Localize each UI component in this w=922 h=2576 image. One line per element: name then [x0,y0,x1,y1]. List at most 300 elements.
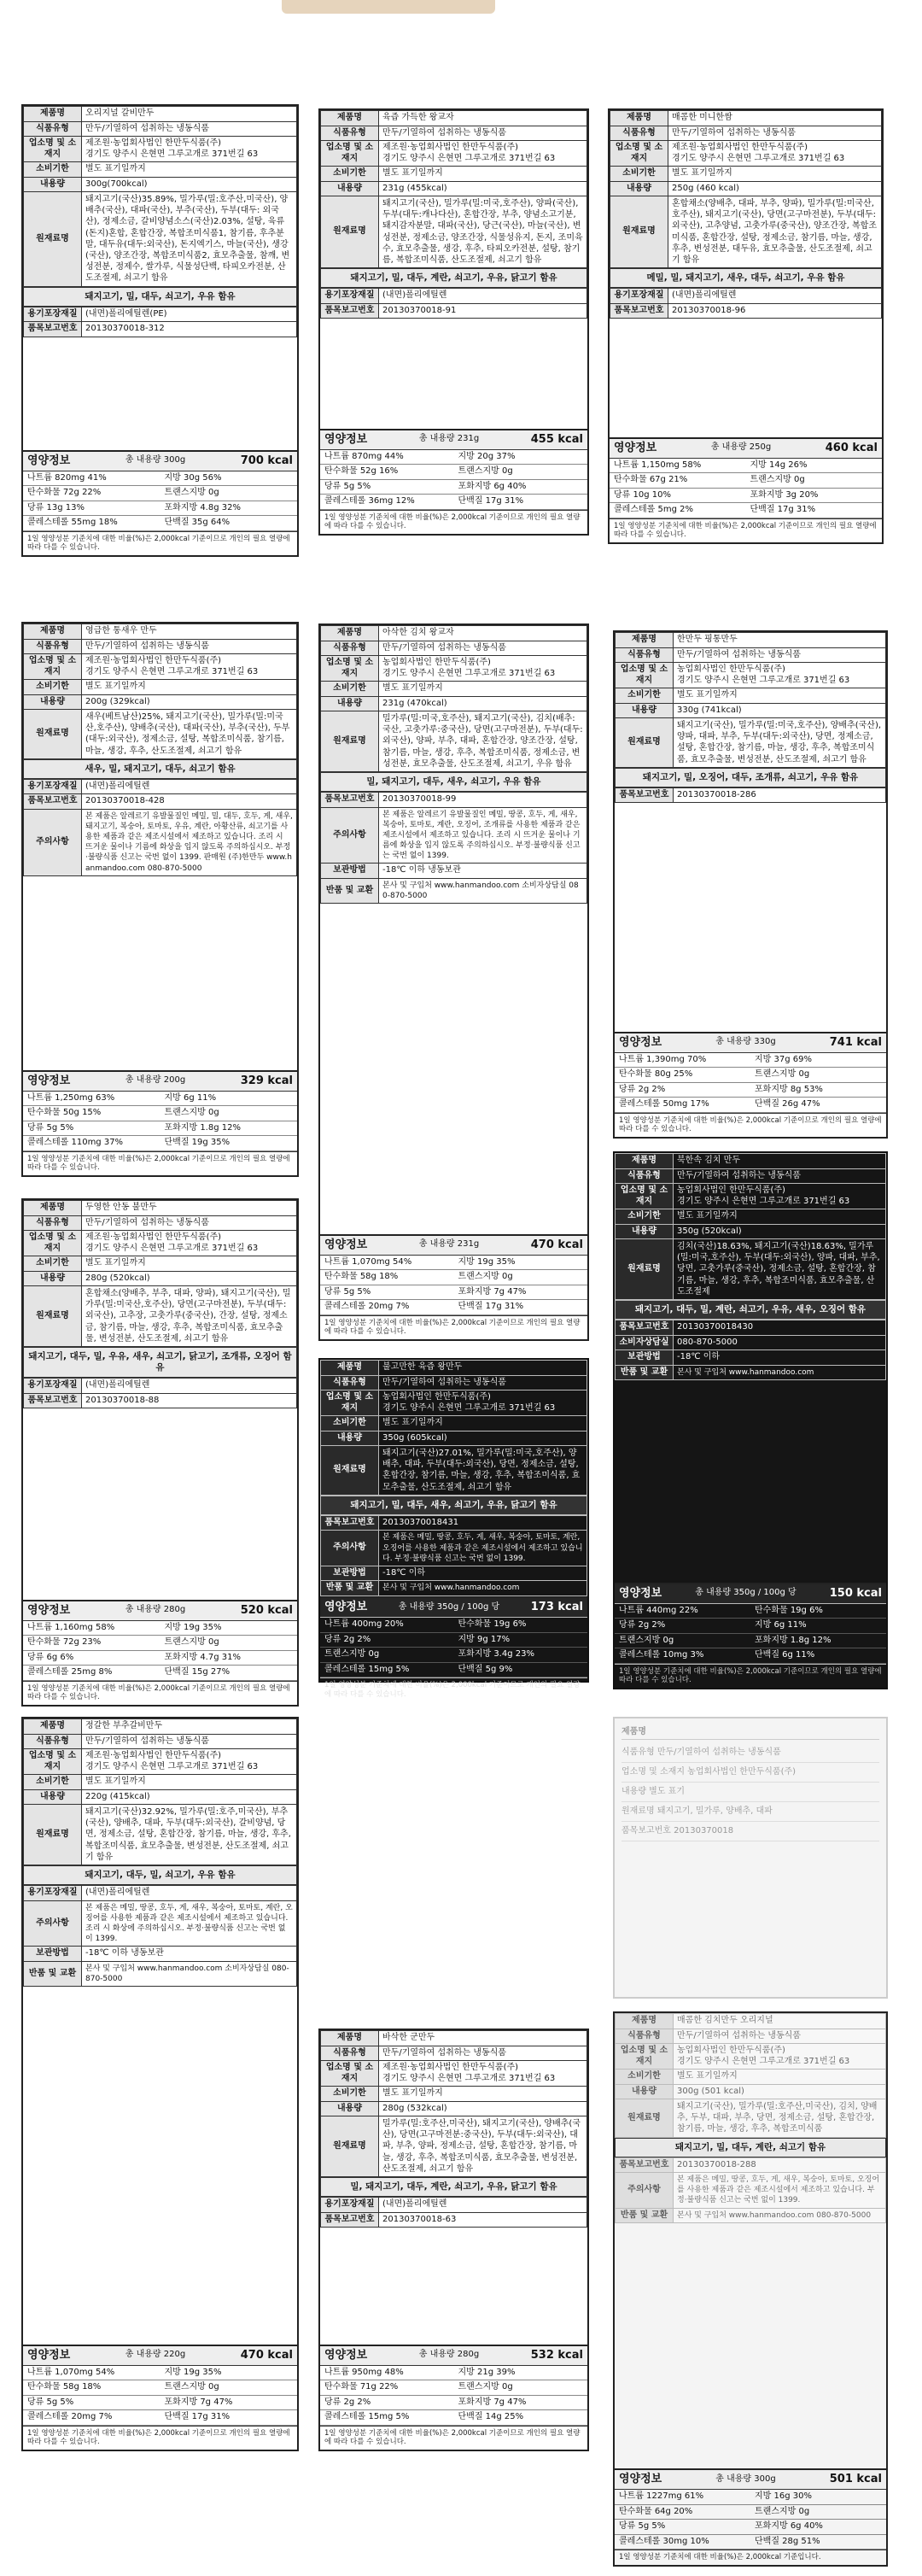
value-qty: 300g (501 kcal) [674,2084,886,2099]
nutrient-text: 지방 19g 35% [164,2367,222,2377]
row-maker [610,141,882,167]
calories: 173 kcal [530,1600,583,1613]
nutrition-header [23,2346,297,2366]
nutrient-cell [23,1636,160,1651]
maker-name: 제조원·농업회사법인 한만두식품(주) [672,143,808,152]
nutrient-cell [160,2396,298,2411]
value-maker [82,1231,297,1256]
key-pkg: 용기포장재질 [24,779,82,794]
key-ing: 원재료명 [24,710,82,759]
nutrition-title: 영양정보 [619,2473,662,2486]
row-maker [321,2061,587,2087]
value-type: 만두/기열하여 섭취하는 냉동식품 [82,1734,297,1749]
key-report: 품목보고번호 [616,1320,674,1336]
key-pkg: 용기포장재질 [24,307,82,322]
key-ing: 원재료명 [24,1286,82,1347]
label-body [23,1718,297,2450]
key-type: 식품유형 [321,2046,379,2061]
nutrient-text: 단백질 35g 64% [164,518,230,528]
row-maker [24,654,297,680]
nutrient-text: 단백질 5g 9% [458,1664,513,1674]
value-caution: 본 제품은 메밀, 땅콩, 호두, 게, 새우, 복숭아, 토마토, 계란, 오징어를 사용한 제품과 같은 제조시설에서 제조하고 있습니다. 부정·불량식품 신고는 국번 없이 1399. [379,1531,587,1566]
row-caution [24,809,297,875]
value-qty: 280g (532kcal) [379,2101,587,2116]
row-ing [24,1805,297,1865]
value-report: 20130370018-286 [674,787,886,803]
value-type: 만두/기열하여 섭취하는 냉동식품 [82,1215,297,1231]
row-qty [616,2084,886,2099]
nutrient-cell [160,1106,298,1121]
nutrient-text: 지방 20g 37% [458,451,516,461]
nutrient-cell [454,1285,588,1301]
row-qty [321,1431,587,1446]
value-exchange: 본사 및 구입처 www.hanmandoo.com 소비자상담실 080-870-5000 [379,878,587,903]
key-expiry: 소비기한 [24,680,82,695]
nutrient-cell [23,1621,160,1636]
nutrition-grid [23,1621,297,1681]
row-name [24,624,297,640]
row-exchange [616,1365,886,1380]
key-qty: 내용량 [24,1271,82,1286]
key-caution: 주의사항 [321,1531,379,1566]
nutrition-grid [23,2366,297,2426]
row-qty [321,696,587,711]
nutrient-text: 트랜스지방 0g [164,1637,219,1648]
value-maker [82,137,297,162]
value-type: 만두/기열하여 섭취하는 냉동식품 [379,126,587,141]
value-type: 만두/기열하여 섭취하는 냉동식품 [379,1375,587,1390]
nutrient-text: 지방 19g 35% [458,1256,516,1267]
nutrition-panel [23,1070,297,1176]
nutrient-cell [454,465,588,480]
key-type: 식품유형 [24,639,82,654]
nutrition-grid [610,459,882,518]
nutrition-note: 1일 영양성분 기준치에 대한 비율(%)은 2,000kcal 기준이므로 개인의 필요 열량에 따라 다를 수 있습니다. [23,2426,297,2450]
nutrient-text: 단백질 28g 51% [755,2536,820,2546]
key-name: 제품명 [24,1201,82,1216]
nutrient-text: 포화지방 7g 47% [458,1286,527,1297]
serving-size: 총 내용량 300g [125,455,186,465]
nutrition-note: 1일 영양성분 기준치에 대한 비율(%)은 2,000kcal 기준이므로 개인의 필요 열량에 따라 다를 수 있습니다. [23,1151,297,1175]
allergy-notice: 돼지고기, 밀, 오징어, 대두, 조개류, 쇠고기, 우유 함유 [615,768,886,787]
key-expiry: 소비기한 [24,1775,82,1790]
key-caution: 주의사항 [24,1900,82,1947]
nutrient-text: 콜레스테롤 10mg 3% [619,1650,704,1660]
nutrient-cell [320,1256,454,1271]
key-type: 식품유형 [321,1375,379,1390]
nutrient-text: 당류 10g 10% [614,489,671,500]
value-exchange: 본사 및 구입처 www.hanmandoo.com [379,1581,587,1596]
nutrient-cell [454,1633,588,1648]
key-type: 식품유형 [321,641,379,656]
key-maker: 업소명 및 소재지 [321,2061,379,2087]
nutrient-text: 단백질 17g 31% [458,496,524,506]
serving-size: 총 내용량 300g [715,2474,776,2484]
nutrient-cell [750,2535,886,2550]
allergy-notice: 밀, 돼지고기, 대두, 새우, 쇠고기, 우유 함유 [320,772,587,792]
nutrition-note: 1일 영양성분 기준치에 대한 비율(%)은 2,000kcal 기준이므로 개인의 필요 열량에 따라 다를 수 있습니다. [23,1681,297,1705]
row-qty [24,177,297,192]
nutrient-cell [23,2396,160,2411]
key-expiry: 소비기한 [616,1209,674,1225]
nutrient-cell [160,2410,298,2426]
nutrient-cell [23,501,160,517]
nutrient-cell [320,2410,454,2426]
calories: 460 kcal [825,441,878,454]
nutrition-header [23,452,297,471]
row-name [321,111,587,126]
row-report [321,303,587,319]
value-report: 20130370018-96 [668,303,882,319]
row-ing [616,718,886,768]
nutrient-cell [750,1068,886,1083]
key-pkg: 용기포장재질 [610,289,668,304]
row-expiry [610,167,882,182]
row-expiry [616,688,886,704]
value-maker [668,141,882,167]
nutrient-text: 나트륨 1,390mg 70% [619,1054,707,1064]
nutrient-cell [23,1092,160,1107]
row-report [24,1393,297,1408]
nutrient-text: 트랜스지방 0g [458,466,513,477]
maker-address: 경기도 양주시 은현면 그루고개로 371번길 63 [85,1243,259,1253]
row-maker [24,137,297,162]
value-type: 만두/기열하여 섭취하는 냉동식품 [379,2046,587,2061]
nutrient-cell [320,1285,454,1301]
key-expiry: 소비기한 [321,682,379,697]
key-pkg: 용기포장재질 [24,1379,82,1394]
nutrient-cell [615,1068,750,1083]
nutrition-panel [615,1032,886,1138]
nutrient-cell [160,2380,298,2396]
nutrient-text: 트랜스지방 0g [619,1635,674,1645]
key-report: 품목보고번호 [610,303,668,319]
nutrient-cell [610,503,746,518]
key-report: 품목보고번호 [321,2212,379,2228]
label-table-extra [320,288,587,319]
key-caution: 주의사항 [24,809,82,875]
row-name [616,2014,886,2029]
nutrition-panel [320,1234,587,1340]
nutrition-header [320,1236,587,1256]
row-ing [321,196,587,268]
nutrition-panel [23,450,297,556]
nutrient-text: 당류 2g 2% [619,1084,666,1094]
nutrient-text: 단백질 15g 27% [164,1667,230,1677]
label-table-extra [320,792,587,904]
key-name: 제품명 [24,624,82,640]
value-type: 만두/기열하여 섭취하는 냉동식품 [82,121,297,137]
value-qty: 350g (520kcal) [674,1224,886,1239]
nutrient-text: 콜레스테롤 5mg 2% [614,505,693,515]
value-report: 20130370018-88 [82,1393,297,1408]
key-qty: 내용량 [24,177,82,192]
nutrient-cell [454,2396,588,2411]
key-maker: 업소명 및 소재지 [616,1184,674,1209]
maker-address: 경기도 양주시 은현면 그루고개로 371번길 63 [85,1761,259,1771]
nutrient-cell [320,2366,454,2381]
row-type [321,1375,587,1390]
nutrient-text: 나트륨 1,150mg 58% [614,460,702,470]
row-maker [321,141,587,167]
nutrient-text: 콜레스테롤 15mg 5% [324,1664,410,1674]
row-report [616,1320,886,1336]
serving-size: 총 내용량 280g [418,2350,480,2360]
value-expiry: 별도 표기일까지 [379,1416,587,1431]
nutrient-cell [320,1618,454,1633]
nutrient-cell [23,2410,160,2426]
nutrient-cell [750,1083,886,1098]
label-table-extra [610,288,882,319]
nutrient-cell [750,1604,886,1619]
label-table [615,1153,886,1300]
nutrition-grid [615,1604,886,1664]
value-ing: 밀가루(밀:미국,호주산), 돼지고기(국산), 김치(배추:국산, 고춧가루:중국산), 당면(고구마전분), 두부(대두:외국산), 양파, 부추, 대파, 혼합간장, 양조간장, 설탕, 참기름, 마늘, 생강, 후추, 복합조미식품, 정제소금, 변성전분, 효모추출물, 산도조절제, 쇠고기, 우유 함유 [379,711,587,772]
calories: 455 kcal [530,432,583,446]
nutrient-text: 탄수화물 19g 6% [755,1605,823,1615]
nutrient-cell [454,2380,588,2396]
key-name: 제품명 [321,626,379,641]
nutrient-text: 포화지방 3g 20% [750,489,819,500]
product-photo-edge [282,0,495,14]
label-table [320,110,587,268]
nutrition-header [615,2470,886,2490]
label-table [23,1718,297,1865]
serving-size: 총 내용량 231g [418,1239,480,1250]
nutrient-cell [160,1666,298,1681]
value-name: 육즙 가득한 왕교자 [379,111,587,126]
nutrient-cell [454,495,588,510]
nutrient-text: 트랜스지방 0g [750,475,805,485]
maker-name: 농업회사법인 한만두식품(주) [677,1186,785,1195]
row-type [24,1734,297,1749]
nutrient-cell [160,516,298,531]
row-name [321,1361,587,1376]
nutrition-title: 영양정보 [619,1035,662,1049]
label-buchu-galbi [21,1717,299,2451]
serving-size: 총 내용량 350g / 100g 당 [695,1588,797,1598]
nutrient-cell [160,471,298,487]
nutrient-cell [610,489,746,504]
nutrient-text: 나트륨 870mg 44% [324,451,404,461]
value-qty: 231g (455kcal) [379,181,587,196]
value-type: 만두/기열하여 섭취하는 냉동식품 [82,639,297,654]
key-caution: 주의사항 [321,807,379,864]
row-contact [616,1335,886,1350]
key-type: 식품유형 [610,126,668,141]
nutrient-cell [160,2366,298,2381]
nutrient-text: 포화지방 7g 47% [458,2397,527,2407]
nutrient-cell [615,2490,750,2505]
row-name [616,1154,886,1169]
row-name [321,2031,587,2046]
value-pkg: (내면)폴리에틸렌(PE) [82,307,297,322]
row-expiry [24,680,297,695]
row-pkg [321,289,587,304]
nutrient-cell [160,1136,298,1151]
maker-address: 경기도 양주시 은현면 그루고개로 371번길 63 [85,149,259,159]
key-type: 식품유형 [24,1734,82,1749]
row-expiry [24,1256,297,1272]
nutrient-cell [320,1270,454,1285]
maker-name: 제조원·농업회사법인 한만두식품(주) [85,138,222,148]
row-expiry [616,2070,886,2085]
row-qty [24,1789,297,1805]
row-report [616,2157,886,2173]
value-maker [82,1749,297,1775]
nutrient-text: 단백질 14g 25% [458,2412,524,2422]
row-qty [24,694,297,710]
value-qty: 220g (415kcal) [82,1789,297,1805]
nutrient-text: 지방 6g 11% [164,1092,217,1103]
row-maker [24,1231,297,1256]
key-name: 제품명 [616,1154,674,1169]
nutrient-cell [320,495,454,510]
value-maker [674,2044,886,2070]
nutrient-text: 나트륨 1,250mg 63% [27,1092,115,1103]
key-ing: 원재료명 [616,718,674,768]
key-type: 식품유형 [616,647,674,663]
maker-name: 농업회사법인 한만두식품(주) [382,1392,491,1402]
maker-name: 농업회사법인 한만두식품(주) [382,658,491,667]
nutrient-text: 단백질 19g 35% [164,1138,230,1148]
row-ing [616,2099,886,2138]
label-bukhansok-kimchi [613,1151,888,1689]
nutrition-panel [320,1596,587,1702]
nutrient-cell [610,459,746,474]
calories: 501 kcal [829,2473,882,2486]
key-maker: 업소명 및 소재지 [616,2044,674,2070]
nutrient-text: 콜레스테롤 30mg 10% [619,2536,709,2546]
value-maker [674,663,886,688]
label-faded-sample [613,1717,888,1999]
value-store: -18℃ 이하 냉동보관 [82,1947,297,1962]
key-report: 품목보고번호 [321,1515,379,1531]
value-name: 두영한 안동 불만두 [82,1201,297,1216]
value-ing: 김치(국산)18.63%, 돼지고기(국산)18.63%, 밀가루(밀:미국,호주산), 두부(대두:외국산), 양파, 대파, 부추, 당면, 고춧가루(중국산), 정제소금, 설탕, 혼합간장, 참기름, 마늘, 생강, 후추, 복합조미식품, 효모추출물, 산도조절제 [674,1239,886,1300]
nutrient-cell [746,489,883,504]
row-type [321,126,587,141]
value-exchange: 본사 및 구입처 www.hanmandoo.com [674,1365,886,1380]
nutrient-cell [320,1663,454,1678]
value-exchange: 본사 및 구입처 www.hanmandoo.com 소비자상담실 080-870-5000 [82,1961,297,1986]
nutrient-cell [454,1648,588,1663]
value-name: 불고만한 육즙 왕만두 [379,1361,587,1376]
serving-size: 총 내용량 200g [125,1075,186,1086]
key-pkg: 용기포장재질 [321,289,379,304]
value-pkg: (내면)폴리에틸렌 [379,289,587,304]
row-caution [321,1531,587,1566]
nutrient-cell [454,480,588,495]
key-maker: 업소명 및 소재지 [321,141,379,167]
value-expiry: 별도 표기일까지 [674,688,886,704]
nutrient-text: 트랜스지방 0g [755,1069,810,1080]
key-name: 제품명 [321,2031,379,2046]
nutrition-header [320,1598,587,1618]
nutrition-title: 영양정보 [324,432,368,446]
nutrient-text: 포화지방 4.7g 31% [164,1652,241,1662]
value-ing: 돼지고기(국산), 밀가루(밀:미국,호주산), 양파(국산), 두부(대두:캐나다산), 혼합간장, 부추, 양념소고기분, 돼지감자분말, 대파(국산), 당근(국산), 마늘(국산), 변성전분, 정제소금, 양조간장, 식물성유지, 돈지, 조미육수, 효모추출물, 생강, 후추, 타피오카전분, 설탕, 참기름, 복합조미식품, 산도조절제, 쇠고기 함유 [379,196,587,268]
row-ing [24,1286,297,1347]
row-caution [616,2173,886,2208]
nutrient-cell [320,1633,454,1648]
row-ing [24,192,297,287]
value-report: 20130370018-91 [379,303,587,319]
label-kimchi-wanggyoja [318,624,589,1341]
row-type [321,2046,587,2061]
nutrient-cell [615,2535,750,2550]
value-name: 바삭한 군만두 [379,2031,587,2046]
nutrient-text: 포화지방 1.8g 12% [164,1122,241,1133]
nutrition-panel [320,429,587,535]
nutrition-note: 1일 영양성분 기준치에 대한 비율(%)은 2,000kcal 기준이므로 개인의 필요 열량에 따라 다를 수 있습니다. [320,2426,587,2450]
nutrient-text: 포화지방 7g 47% [164,2397,233,2407]
label-table-extra [23,779,297,876]
key-name: 제품명 [321,111,379,126]
value-report: 20130370018-63 [379,2212,587,2228]
nutrient-cell [23,486,160,501]
nutrient-text: 단백질 6g 11% [755,1650,815,1660]
key-pkg: 용기포장재질 [24,1886,82,1901]
row-name [321,626,587,641]
row-exchange [616,2208,886,2223]
value-ing: 돼지고기(국산)32.92%, 밀가루(밀:호주,미국산), 부추(국산), 양배추, 대파, 두부(대두:외국산), 갈비양념, 당면, 정제소금, 설탕, 혼합간장, 참기름, 마늘, 생강, 후추, 복합조미식품, 효모추출물, 변성전분, 산도조절제, 쇠고기 함유 [82,1805,297,1865]
row-expiry [321,1416,587,1431]
nutrient-cell [23,1106,160,1121]
nutrient-text: 당류 13g 13% [27,502,85,512]
row-qty [321,181,587,196]
value-name: 정갈한 부추갈비만두 [82,1719,297,1735]
nutrition-grid [615,1053,886,1113]
faded-body [615,1718,886,1848]
nutrient-cell [160,486,298,501]
value-report: 20130370018-288 [674,2157,886,2173]
nutrition-title: 영양정보 [614,441,657,454]
value-expiry: 별도 표기일까지 [82,1256,297,1272]
nutrient-cell [610,473,746,489]
nutrient-text: 콜레스테롤 36mg 12% [324,496,415,506]
row-report [24,794,297,810]
key-exchange: 반품 및 교환 [616,2208,674,2223]
nutrition-grid [320,1256,587,1315]
nutrient-text: 콜레스테롤 20mg 7% [324,1302,410,1312]
nutrient-text: 나트륨 440mg 22% [619,1605,698,1615]
allergy-notice: 메밀, 밀, 돼지고기, 새우, 대두, 쇠고기, 우유 함유 [610,268,882,288]
value-expiry: 별도 표기일까지 [82,162,297,178]
key-contact: 소비자상담실 [616,1335,674,1350]
key-report: 품목보고번호 [321,303,379,319]
value-maker [82,654,297,680]
nutrient-text: 당류 5g 5% [619,2521,666,2532]
value-store: -18℃ 이하 [674,1350,886,1366]
nutrient-text: 지방 14g 26% [750,460,808,470]
row-type [24,121,297,137]
nutrient-text: 탄수화물 67g 21% [614,475,688,485]
value-report: 20130370018-99 [379,793,587,808]
nutrient-cell [615,1604,750,1619]
value-expiry: 별도 표기일까지 [379,2087,587,2102]
allergy-notice: 돼지고기, 밀, 대두, 계란, 쇠고기, 우유, 닭고기 함유 [320,268,587,288]
value-name: 영급한 통새우 만두 [82,624,297,640]
nutrient-text: 콜레스테롤 50mg 17% [619,1099,709,1109]
label-shrimp-mandu [21,622,299,1177]
nutrient-text: 단백질 17g 31% [458,1302,524,1312]
allergy-notice: 밀, 돼지고기, 대두, 계란, 쇠고기, 우유, 닭고기 함유 [320,2177,587,2197]
nutrition-header [23,1601,297,1621]
nutrition-note: 1일 영양성분 기준치에 대한 비율(%)은 2,000kcal 기준이므로 개인의 필요 열량에 따라 다를 수 있습니다. [615,1664,886,1688]
label-table-extra [23,307,297,337]
row-name [616,633,886,648]
